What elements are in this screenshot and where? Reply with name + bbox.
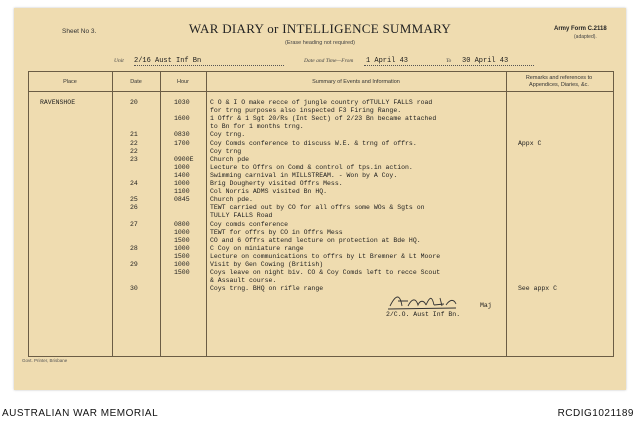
entry-summary: TEWT for offrs by CO in Offrs Mess <box>210 228 343 236</box>
entry-date: 21 <box>130 131 138 139</box>
entry-summary: Lecture to Offrs on Comd & control of tps.in action. <box>210 163 413 171</box>
entry-summary: Coys trng. BHQ on rifle range <box>210 285 324 293</box>
entry-hour: 1500 <box>174 252 190 260</box>
adapted-label: (adapted). <box>574 34 597 40</box>
army-form-label: Army Form C.2118 <box>554 26 607 32</box>
signature-title: Maj <box>480 302 492 309</box>
date-dotted-line <box>364 65 534 66</box>
column-header-summary: Summary of Events and Information <box>312 79 400 85</box>
column-divider-place <box>112 71 113 357</box>
unit-dotted-line <box>134 65 284 66</box>
entry-summary: & Assault course. <box>210 277 277 285</box>
entry-date: 25 <box>130 196 138 204</box>
column-divider-date <box>160 71 161 357</box>
column-header-place: Place <box>63 79 77 85</box>
entry-hour: 1000 <box>174 163 190 171</box>
entry-hour: 0845 <box>174 196 190 204</box>
entry-hour: 1000 <box>174 180 190 187</box>
column-header-remarks <box>506 75 612 88</box>
sheet-number: Sheet No 3. <box>62 28 97 35</box>
unit-label: Unit <box>114 58 124 64</box>
entry-place: RAVENSHOE <box>40 99 76 106</box>
page-subtitle: (Erase heading not required) <box>284 40 355 46</box>
war-diary-sheet <box>14 8 626 390</box>
date-to-label: To <box>446 58 452 64</box>
entry-hour: 1400 <box>174 171 190 179</box>
entry-hour: 1100 <box>174 188 190 196</box>
handwritten-signature <box>386 292 476 312</box>
entry-summary: TEWT carried out by CO for all offrs some WOs & Sgts on <box>210 204 425 212</box>
entry-summary: Coy trng <box>210 147 242 155</box>
entry-summary: CO and 6 Offrs attend lecture on protection at Bde HQ. <box>210 236 421 244</box>
entry-hour: 1500 <box>174 269 190 277</box>
entry-date: 28 <box>130 244 138 252</box>
archive-credit: AUSTRALIAN WAR MEMORIAL <box>2 408 159 419</box>
entry-summary: Visit by Gen Cowing (British) <box>210 261 324 268</box>
column-divider-hour <box>206 71 207 357</box>
entry-hour: 1600 <box>174 115 190 123</box>
entry-summary: Coy trng. <box>210 131 246 139</box>
entry-hour: 1000 <box>174 261 190 268</box>
entry-summary: TULLY FALLS Road <box>210 212 273 220</box>
entry-date: 26 <box>130 204 138 212</box>
printer-note: Govt. Printer, Brisbane <box>22 358 68 363</box>
entry-summary: Lecture on communications to offrs by Lt Bremner & Lt Moore <box>210 252 441 260</box>
entry-remark: Appx C <box>518 139 542 147</box>
entry-date: 22 <box>130 147 138 155</box>
entry-hour: 1000 <box>174 244 190 252</box>
entry-remark: See appx C <box>518 285 558 293</box>
remarks-header-line-2: Appendices, Diaries, &c. <box>529 81 589 88</box>
entry-summary: Coys leave on night biv. CO & Coy Comds left to recce Scout <box>210 269 441 277</box>
entry-hour: 1030 <box>174 99 190 106</box>
entry-summary: Swimming carnival in MILLSTREAM. - Won by A Coy. <box>210 171 398 179</box>
column-header-date: Date <box>130 79 142 85</box>
entry-hour: 1000 <box>174 228 190 236</box>
entry-summary: Coy Comds conference to discuss W.E. & trng of offrs. <box>210 139 417 147</box>
date-to-value: 30 April 43 <box>462 57 509 65</box>
entry-date: 24 <box>130 180 138 187</box>
entry-hour: 0800 <box>174 220 190 228</box>
archive-reference: RCDIG1021189 <box>557 408 634 419</box>
entry-date: 23 <box>130 155 138 163</box>
entry-summary: Col Norris ADMS visited Bn HQ. <box>210 188 328 196</box>
column-divider-summary <box>506 71 507 357</box>
remarks-header-line-1: Remarks and references to <box>525 75 593 81</box>
unit-value: 2/16 Aust Inf Bn <box>134 57 202 65</box>
date-label: Date and Time—From <box>304 58 354 64</box>
entry-hour: 0830 <box>174 131 190 139</box>
page-title: WAR DIARY or INTELLIGENCE SUMMARY <box>188 21 452 36</box>
entry-summary: Church pde <box>210 155 250 163</box>
entry-date: 29 <box>130 261 138 268</box>
entry-date: 20 <box>130 99 138 106</box>
signature-role: 2/C.O. Aust Inf Bn. <box>386 311 461 318</box>
entry-hour: 0900E <box>174 155 194 163</box>
entry-date: 27 <box>130 220 138 228</box>
entry-summary: for trng purposes also inspected F3 Firing Range. <box>210 107 402 115</box>
entry-summary: Church pde. <box>210 196 253 204</box>
entry-summary: to Bn for 1 months trng. <box>210 123 304 131</box>
entry-summary: C O & I O make recce of jungle country ofTULLY FALLS road <box>210 99 433 106</box>
entry-hour: 1500 <box>174 236 190 244</box>
entry-summary: Brig Dougherty visited Offrs Mess. <box>210 180 343 187</box>
date-from-value: 1 April 43 <box>366 57 409 65</box>
entry-hour: 1700 <box>174 139 190 147</box>
column-header-hour: Hour <box>177 79 189 85</box>
entry-summary: 1 Offr & 1 Sgt 20/Rs (Int Sect) of 2/23 Bn became attached <box>210 115 437 123</box>
entry-summary: Coy comds conference <box>210 220 289 228</box>
entry-date: 30 <box>130 285 138 293</box>
entry-summary: C Coy on miniature range <box>210 244 304 252</box>
entry-date: 22 <box>130 139 138 147</box>
header-divider <box>28 91 614 92</box>
